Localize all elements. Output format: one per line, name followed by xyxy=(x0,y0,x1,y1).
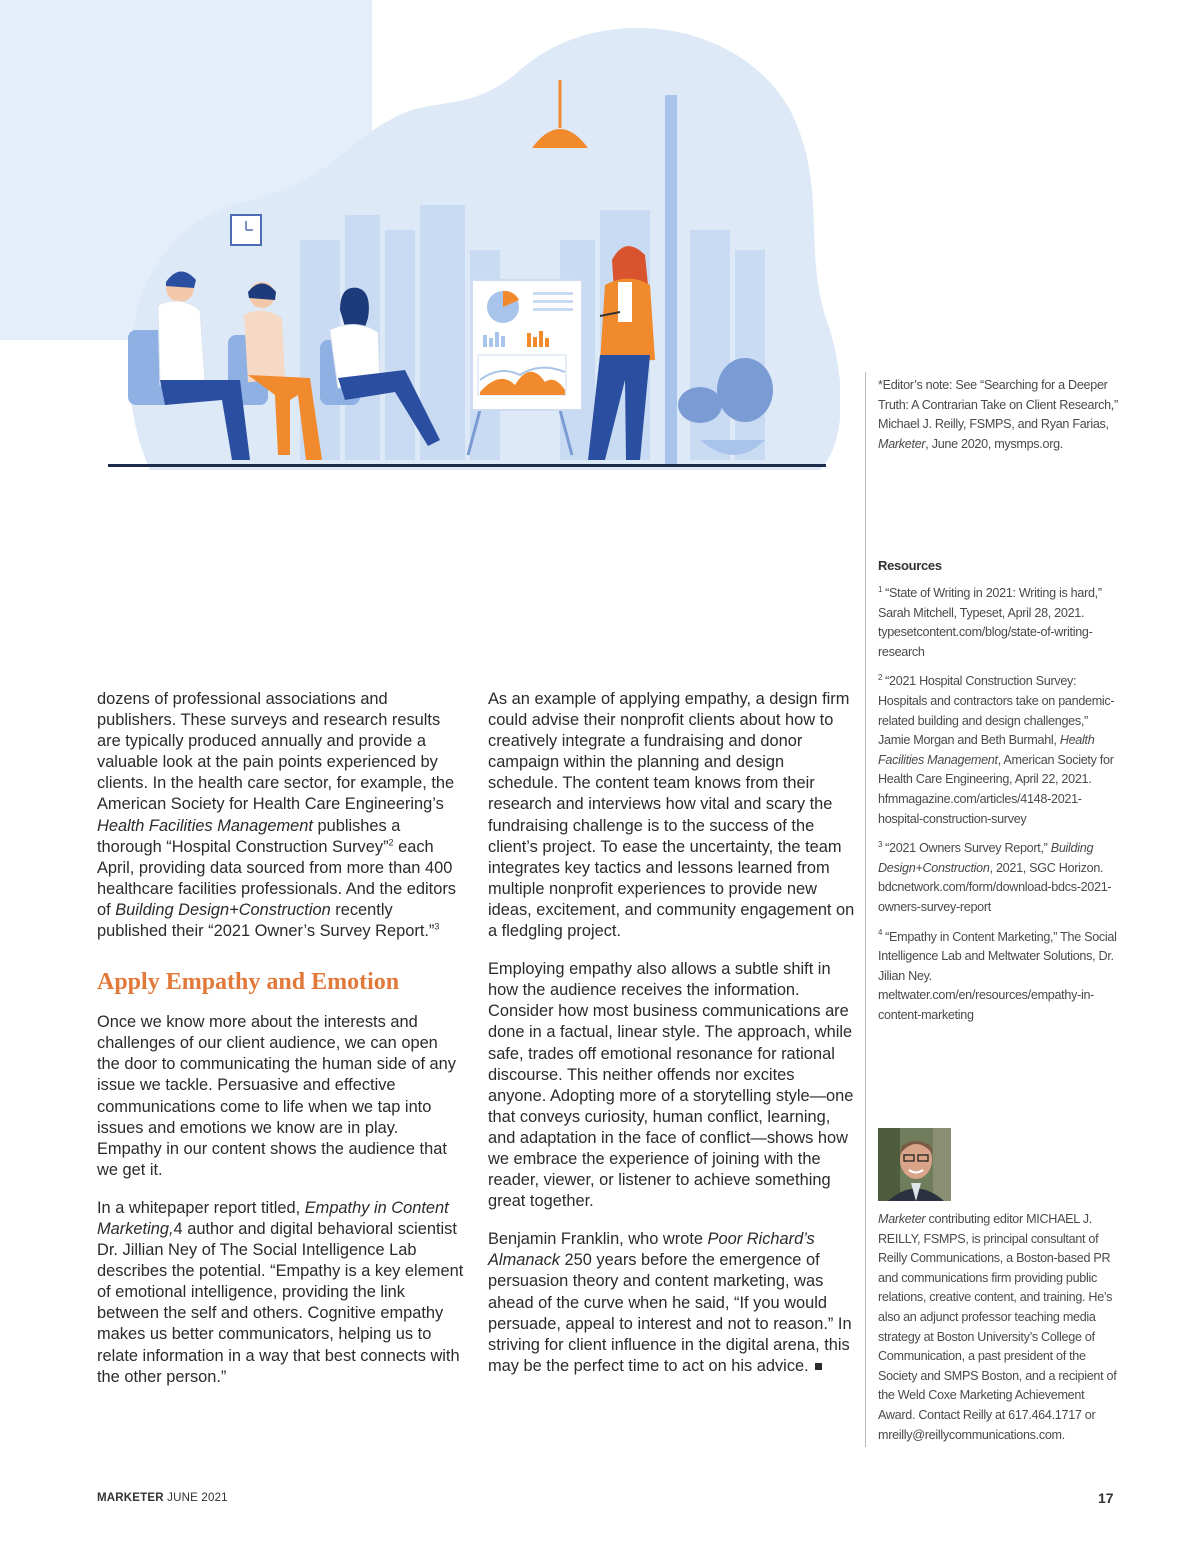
article-column-1 xyxy=(97,689,465,1405)
footer-publication: MARKETER JUNE 2021 xyxy=(97,1492,228,1504)
author-bio: Marketer contributing editor MICHAEL J. REILLY, FSMPS, is principal consultant of Reilly Communications, a Boston-based PR and communications firm providing public relations, creative content, and training. He’s also an adjunct professor teaching media strategy at Boston University’s College of Communication, a past president of the Society and SMPS Boston, and a recipient of the Weld Coxe Marketing Achievement Award. Contact Reilly at 617.464.1717 or mreilly@reillycommunications.com. xyxy=(878,1212,1117,1442)
author-photo xyxy=(878,1128,951,1201)
resource-item: $^1$ “State of Writing in 2021: Writing is hard,” Sarah Mitchell, Typeset, April 28, 2021. typesetcontent.com/blog/state-of-writing-research xyxy=(878,584,1102,659)
col1-paragraph-1: dozens of professional associations and publishers. These surveys and research results are typically produced annually and provide a valuable look at the pain points experienced by clients. In the health care sector, for example, the American Society for Health Care Engineering’s Health Facilities Management publishes a thorough “Hospital Construction Survey”$^2$ each April, providing data sourced from more than 400 healthcare facilities professionals. And the editors of Building Design+Construction recently published their “2021 Owner’s Survey Report.”$^3$ xyxy=(97,690,456,941)
resources-title: Resources xyxy=(878,558,942,573)
section-heading: Apply Empathy and Emotion xyxy=(97,969,400,996)
editors-note: *Editor’s note: See “Searching for a Deeper Truth: A Contrarian Take on Client Research,” Michael J. Reilly, FSMPS, and Ryan Farias, Marketer, June 2020, mysmps.org. xyxy=(878,378,1118,451)
col2-paragraph-3 xyxy=(488,1229,856,1377)
col2-paragraph-2: Employing empathy also allows a subtle shift in how the audience receives the information. Consider how most business communications are done in a factual, linear style. The approach, while safe, trades off emotional resonance for rational discourse. This neither offends nor excites anyone. Adopting more of a storytelling style—one that conveys curiosity, human conflict, learning, and adaptation in the face of conflict—shows how we embrace the experience of joining with the reader, viewer, or listener to achieve something great together. xyxy=(488,960,854,1211)
col2-paragraph-1: As an example of applying empathy, a design firm could advise their nonprofit clients about how to creatively integrate a fundraising and donor campaign within the planning and design schedule. The content team knows from their research and interviews how vital and scary the fundraising challenge is to the success of the client’s project. To ease the uncertainty, the team integrates key tactics and lessons learned from multiple nonprofit experiences to provide new ideas, excitement, and community engagement on a fledgling project. xyxy=(488,690,855,941)
meeting-illustration xyxy=(0,0,840,480)
end-mark-icon xyxy=(815,1363,822,1370)
sidebar-divider xyxy=(865,372,866,1447)
resources-list xyxy=(878,584,1118,1035)
col2-paragraph-3-text: Benjamin Franklin, who wrote Poor Richard’s Almanack 250 years before the emergence of persuasion theory and content marketing, was ahead of the curve when he said, “If you would persuade, appeal to interest and not to reason.” In striving for client influence in the digital arena, this may be the perfect time to act on his advice. xyxy=(488,1230,852,1375)
resource-item: $^4$ “Empathy in Content Marketing,” The Social Intelligence Lab and Meltwater Solutions, Dr. Jilian Ney. meltwater.com/en/resources/empathy-in-content-marketing xyxy=(878,928,1117,1022)
article-column-2 xyxy=(488,689,856,1394)
col1-paragraph-3: In a whitepaper report titled, Empathy in Content Marketing,4 author and digital behavioral scientist Dr. Jillian Ney of The Social Intelligence Lab describes the potential. “Empathy is a key element of emotional intelligence, providing the link between the self and others. Cognitive empathy makes us better communicators, helping us to relate information in a way that best connects with the other person.” xyxy=(97,1198,464,1386)
col1-paragraph-2: Once we know more about the interests and challenges of our client audience, we can open the door to communicating the human side of any issue we tackle. Persuasive and effective communications come to life when we tap into issues and emotions we know are in play. Empathy in our content shows the audience that we get it. xyxy=(97,1013,456,1179)
page-number: 17 xyxy=(1098,1490,1114,1506)
resource-item: $^3$ “2021 Owners Survey Report,” Building Design+Construction, 2021, SGC Horizon. bdcnetwork.com/form/download-bdcs-2021-owners-survey-report xyxy=(878,839,1112,914)
resource-item: $^2$ “2021 Hospital Construction Survey: Hospitals and contractors take on pandemic-related building and design challenges,” Jamie Morgan and Beth Burmahl, Health Facilities Management, American Society for Health Care Engineering, April 22, 2021. hfmmagazine.com/articles/4148-2021-hospital-construction-survey xyxy=(878,673,1115,826)
